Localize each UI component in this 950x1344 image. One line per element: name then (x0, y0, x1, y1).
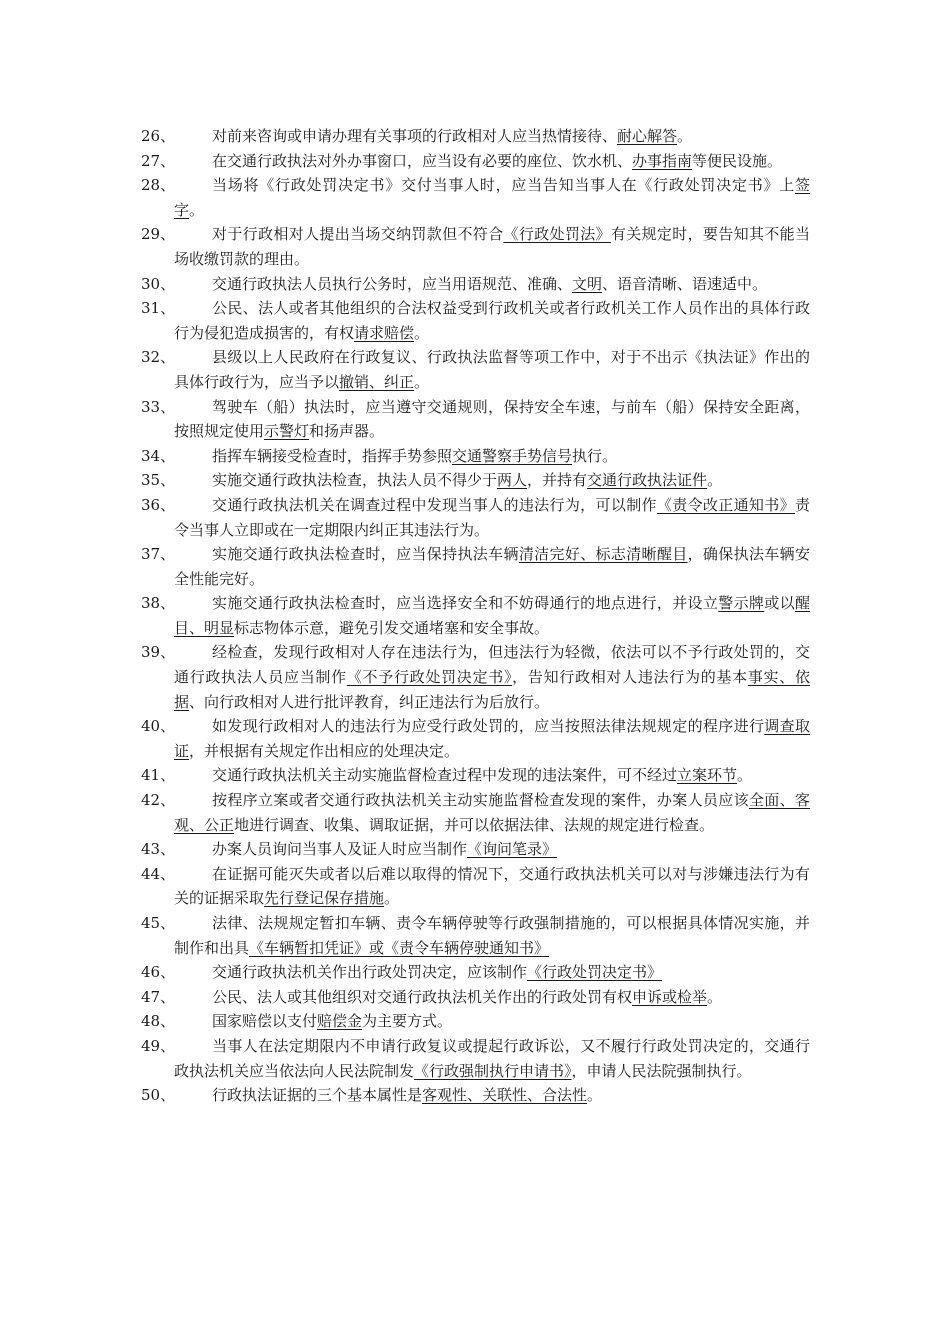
answer-blank: 醒目、明显 (174, 594, 810, 637)
question-text: 实施交通行政执法检查时，应当保持执法车辆 (212, 545, 519, 564)
item-text (174, 173, 810, 222)
item-number: 34、 (141, 446, 176, 465)
question-text: 。 (587, 1086, 603, 1105)
item-text (174, 493, 810, 542)
item-number: 38、 (141, 594, 176, 613)
item-number: 48、 (141, 1012, 176, 1031)
question-text: ，确保执法车辆安全性能完好。 (174, 545, 810, 588)
list-item (0, 345, 950, 394)
question-text: ，并持有 (527, 471, 588, 490)
item-text (174, 272, 810, 297)
list-item (0, 542, 950, 591)
item-number: 26、 (141, 127, 176, 145)
question-text: 指挥车辆接受检查时，指挥手势参照 (212, 446, 453, 465)
list-item (0, 149, 950, 174)
item-number: 36、 (141, 495, 176, 514)
list-item (0, 911, 950, 960)
item-text (174, 444, 810, 469)
question-text: 执行。 (572, 446, 618, 465)
answer-blank: 两人 (497, 471, 528, 490)
answer-blank: 事实、依据 (174, 668, 810, 711)
question-text: 公民、法人或者其他组织的合法权益受到行政机关或者行政机关工作人员作出的具体行政行为侵犯造成损害的，有权 (174, 299, 810, 342)
question-text: 或以 (764, 594, 795, 613)
answer-blank: 耐心解答 (617, 127, 678, 145)
answer-blank: 撤销、纠正 (339, 372, 415, 391)
question-text: 实施交通行政执法检查，执法人员不得少于 (212, 471, 498, 490)
question-text: 法律、法规规定暂扣车辆、责令车辆停驶等行政强制措施的，可以根据具体情况实施，并制作和出具 (174, 914, 810, 957)
item-number: 28、 (141, 176, 176, 195)
answer-blank: 《询问笔录》 (467, 840, 558, 859)
item-text (174, 345, 810, 394)
question-text: 公民、法人或其他组织对交通行政执法机关作出的行政处罚有权 (212, 987, 633, 1006)
list-item (0, 1034, 950, 1083)
answer-blank: 文明 (572, 274, 603, 293)
list-item (0, 222, 950, 271)
answer-blank: 《车辆暂扣凭证》或《责令车辆停驶通知书》 (249, 938, 550, 957)
question-text: 实施交通行政执法检查时，应当选择安全和不妨碍通行的地点进行，并设立 (212, 594, 719, 613)
answer-blank: 交通行政执法证件 (587, 471, 708, 490)
list-item (0, 444, 950, 469)
item-text (174, 542, 810, 591)
question-text: 有关规定时，要告知其不能当场收缴罚款的理由。 (174, 225, 810, 268)
question-text: 。 (414, 323, 430, 342)
question-text: 经检查，发现行政相对人存在违法行为，但违法行为轻微，依法可以不予行政处罚的，交通行政执法人员应当制作 (174, 643, 810, 687)
list-item (0, 173, 950, 222)
item-number: 35、 (141, 471, 176, 490)
list-item (0, 837, 950, 862)
answer-blank: 请求赔偿 (354, 323, 415, 342)
answer-blank: 调查取证 (174, 717, 810, 760)
question-text: ，申请人民法院强制执行。 (571, 1061, 752, 1080)
item-number: 37、 (141, 545, 176, 564)
list-item (0, 985, 950, 1010)
item-number: 33、 (141, 397, 176, 416)
item-text (174, 862, 810, 911)
item-text (174, 124, 810, 149)
question-text: 当场将《行政处罚决定书》交付当事人时，应当告知当事人在《行政处罚决定书》上 (212, 176, 795, 195)
item-text (174, 714, 810, 763)
item-text (174, 468, 810, 493)
question-text: 如发现行政相对人的违法行为应受行政处罚的，应当按照法律法规规定的程序进行 (212, 717, 765, 736)
item-number: 46、 (141, 963, 176, 982)
answer-blank: 《责令改正通知书》 (656, 495, 795, 514)
item-text (174, 1034, 810, 1083)
question-text: 交通行政执法机关在调查过程中发现当事人的违法行为，可以制作 (212, 495, 657, 514)
item-text (174, 788, 810, 837)
question-text: ，告知行政相对人违法行为的基本 (512, 668, 748, 687)
question-text: 行政执法证据的三个基本属性是 (212, 1086, 423, 1105)
question-text: 驾驶车（船）执法时，应当遵守交通规则，保持安全车速，与前车（船）保持安全距离，按照规定使用 (174, 397, 810, 441)
item-text (174, 395, 810, 444)
answer-blank: 《行政处罚法》 (503, 225, 611, 244)
question-text: 。 (414, 372, 430, 391)
question-text: 等便民设施。 (692, 151, 783, 170)
question-text: 。 (677, 127, 693, 145)
item-number: 40、 (141, 717, 176, 736)
list-item (0, 714, 950, 763)
item-number: 50、 (141, 1086, 176, 1105)
item-text (174, 222, 810, 271)
question-text: 为主要方式。 (362, 1012, 453, 1031)
item-number: 39、 (141, 643, 176, 662)
item-text (174, 837, 810, 862)
question-text: 交通行政执法人员执行公务时，应当用语规范、准确、 (212, 274, 573, 293)
item-number: 49、 (141, 1036, 176, 1055)
question-text: 地进行调查、收集、调取证据，并可以依据法律、法规的规定进行检查。 (234, 815, 715, 834)
list-item (0, 788, 950, 837)
answer-blank: 警示牌 (718, 594, 765, 613)
answer-blank: 清洁完好、标志清晰醒目 (518, 545, 688, 564)
question-text: 县级以上人民政府在行政复议、行政执法监督等项工作中，对于不出示《执法证》作出的具体行政行为，应当予以 (174, 348, 810, 391)
list-item (0, 640, 950, 714)
question-text: 在交通行政执法对外办事窗口，应当设有必要的座位、饮水机、 (212, 151, 633, 170)
question-text: 、向行政相对人进行批评教育，纠正违法行为后放行。 (189, 692, 550, 711)
item-text (174, 149, 810, 174)
answer-blank: 办事指南 (632, 151, 693, 170)
list-item (0, 862, 950, 911)
question-text: 当事人在法定期限内不申请行政复议或提起行政诉讼，又不履行行政处罚决定的，交通行政执法机关应当依法向人民法院制发 (174, 1036, 810, 1080)
item-number: 44、 (141, 864, 176, 883)
question-text: 交通行政执法机关作出行政处罚决定，应该制作 (212, 963, 528, 982)
item-text (174, 640, 810, 714)
list-item (0, 272, 950, 297)
item-number: 32、 (141, 348, 176, 367)
question-text: 办案人员询问当事人及证人时应当制作 (212, 840, 468, 859)
item-text (174, 296, 810, 345)
answer-blank: 交通警察手势信号 (452, 446, 573, 465)
list-item (0, 960, 950, 985)
item-text (174, 911, 810, 960)
answer-blank: 申诉或检举 (632, 987, 708, 1006)
answer-blank: 先行登记保存措施 (264, 889, 385, 908)
question-text: 。 (737, 766, 753, 785)
list-item (0, 1009, 950, 1034)
list-item (0, 296, 950, 345)
answer-blank: 全面、客观、公正 (174, 791, 810, 834)
item-text (174, 1083, 810, 1108)
answer-blank: 客观性、关联性、合法性 (422, 1086, 588, 1105)
list-item (0, 591, 950, 640)
item-number: 27、 (141, 151, 176, 170)
question-list (0, 124, 950, 1108)
question-text: 交通行政执法机关主动实施监督检查过程中发现的违法案件，可不经过 (212, 766, 678, 785)
question-text: 。 (707, 987, 723, 1006)
list-item (0, 124, 950, 149)
item-number: 29、 (141, 225, 176, 244)
answer-blank: 示警灯 (264, 422, 310, 441)
question-text: 。 (707, 471, 723, 490)
item-number: 47、 (141, 987, 176, 1006)
question-text: 国家赔偿以支付 (212, 1012, 318, 1031)
item-number: 45、 (141, 914, 176, 932)
answer-blank: 《行政强制执行申请书》 (414, 1061, 572, 1080)
list-item (0, 395, 950, 444)
answer-blank: 立案环节 (677, 766, 738, 785)
question-text: 、语音清晰、语速适中。 (602, 274, 768, 293)
item-text (174, 985, 810, 1010)
question-text: 。 (384, 889, 400, 908)
question-text: 按程序立案或者交通行政执法机关主动实施监督检查发现的案件，办案人员应该 (212, 791, 749, 810)
question-text: 和扬声器。 (309, 422, 385, 441)
answer-blank: 赔偿金 (317, 1012, 363, 1031)
list-item (0, 763, 950, 788)
item-text (174, 763, 810, 788)
item-number: 30、 (141, 274, 176, 293)
item-text (174, 960, 810, 985)
item-number: 43、 (141, 840, 176, 859)
item-text (174, 591, 810, 640)
answer-blank: 《不予行政处罚决定书》 (346, 668, 513, 687)
question-text: 责令当事人立即或在一定期限内纠正其违法行为。 (174, 495, 810, 539)
question-text: 标志物体示意，避免引发交通堵塞和安全事故。 (234, 618, 550, 637)
question-text: 对前来咨询或申请办理有关事项的行政相对人应当热情接待、 (212, 127, 618, 145)
item-number: 42、 (141, 791, 176, 810)
item-text (174, 1009, 810, 1034)
list-item (0, 468, 950, 493)
item-number: 31、 (141, 299, 176, 318)
question-text: 对于行政相对人提出当场交纳罚款但不符合 (212, 225, 504, 244)
question-text: 在证据可能灭失或者以后难以取得的情况下，交通行政执法机关可以对与涉嫌违法行为有关的证据采取 (174, 864, 810, 908)
item-number: 41、 (141, 766, 176, 785)
list-item (0, 1083, 950, 1108)
list-item (0, 493, 950, 542)
question-text: 。 (189, 200, 205, 219)
answer-blank: 签字 (174, 176, 810, 219)
answer-blank: 《行政处罚决定书》 (527, 963, 663, 982)
question-text: ，并根据有关规定作出相应的处理决定。 (189, 741, 460, 760)
